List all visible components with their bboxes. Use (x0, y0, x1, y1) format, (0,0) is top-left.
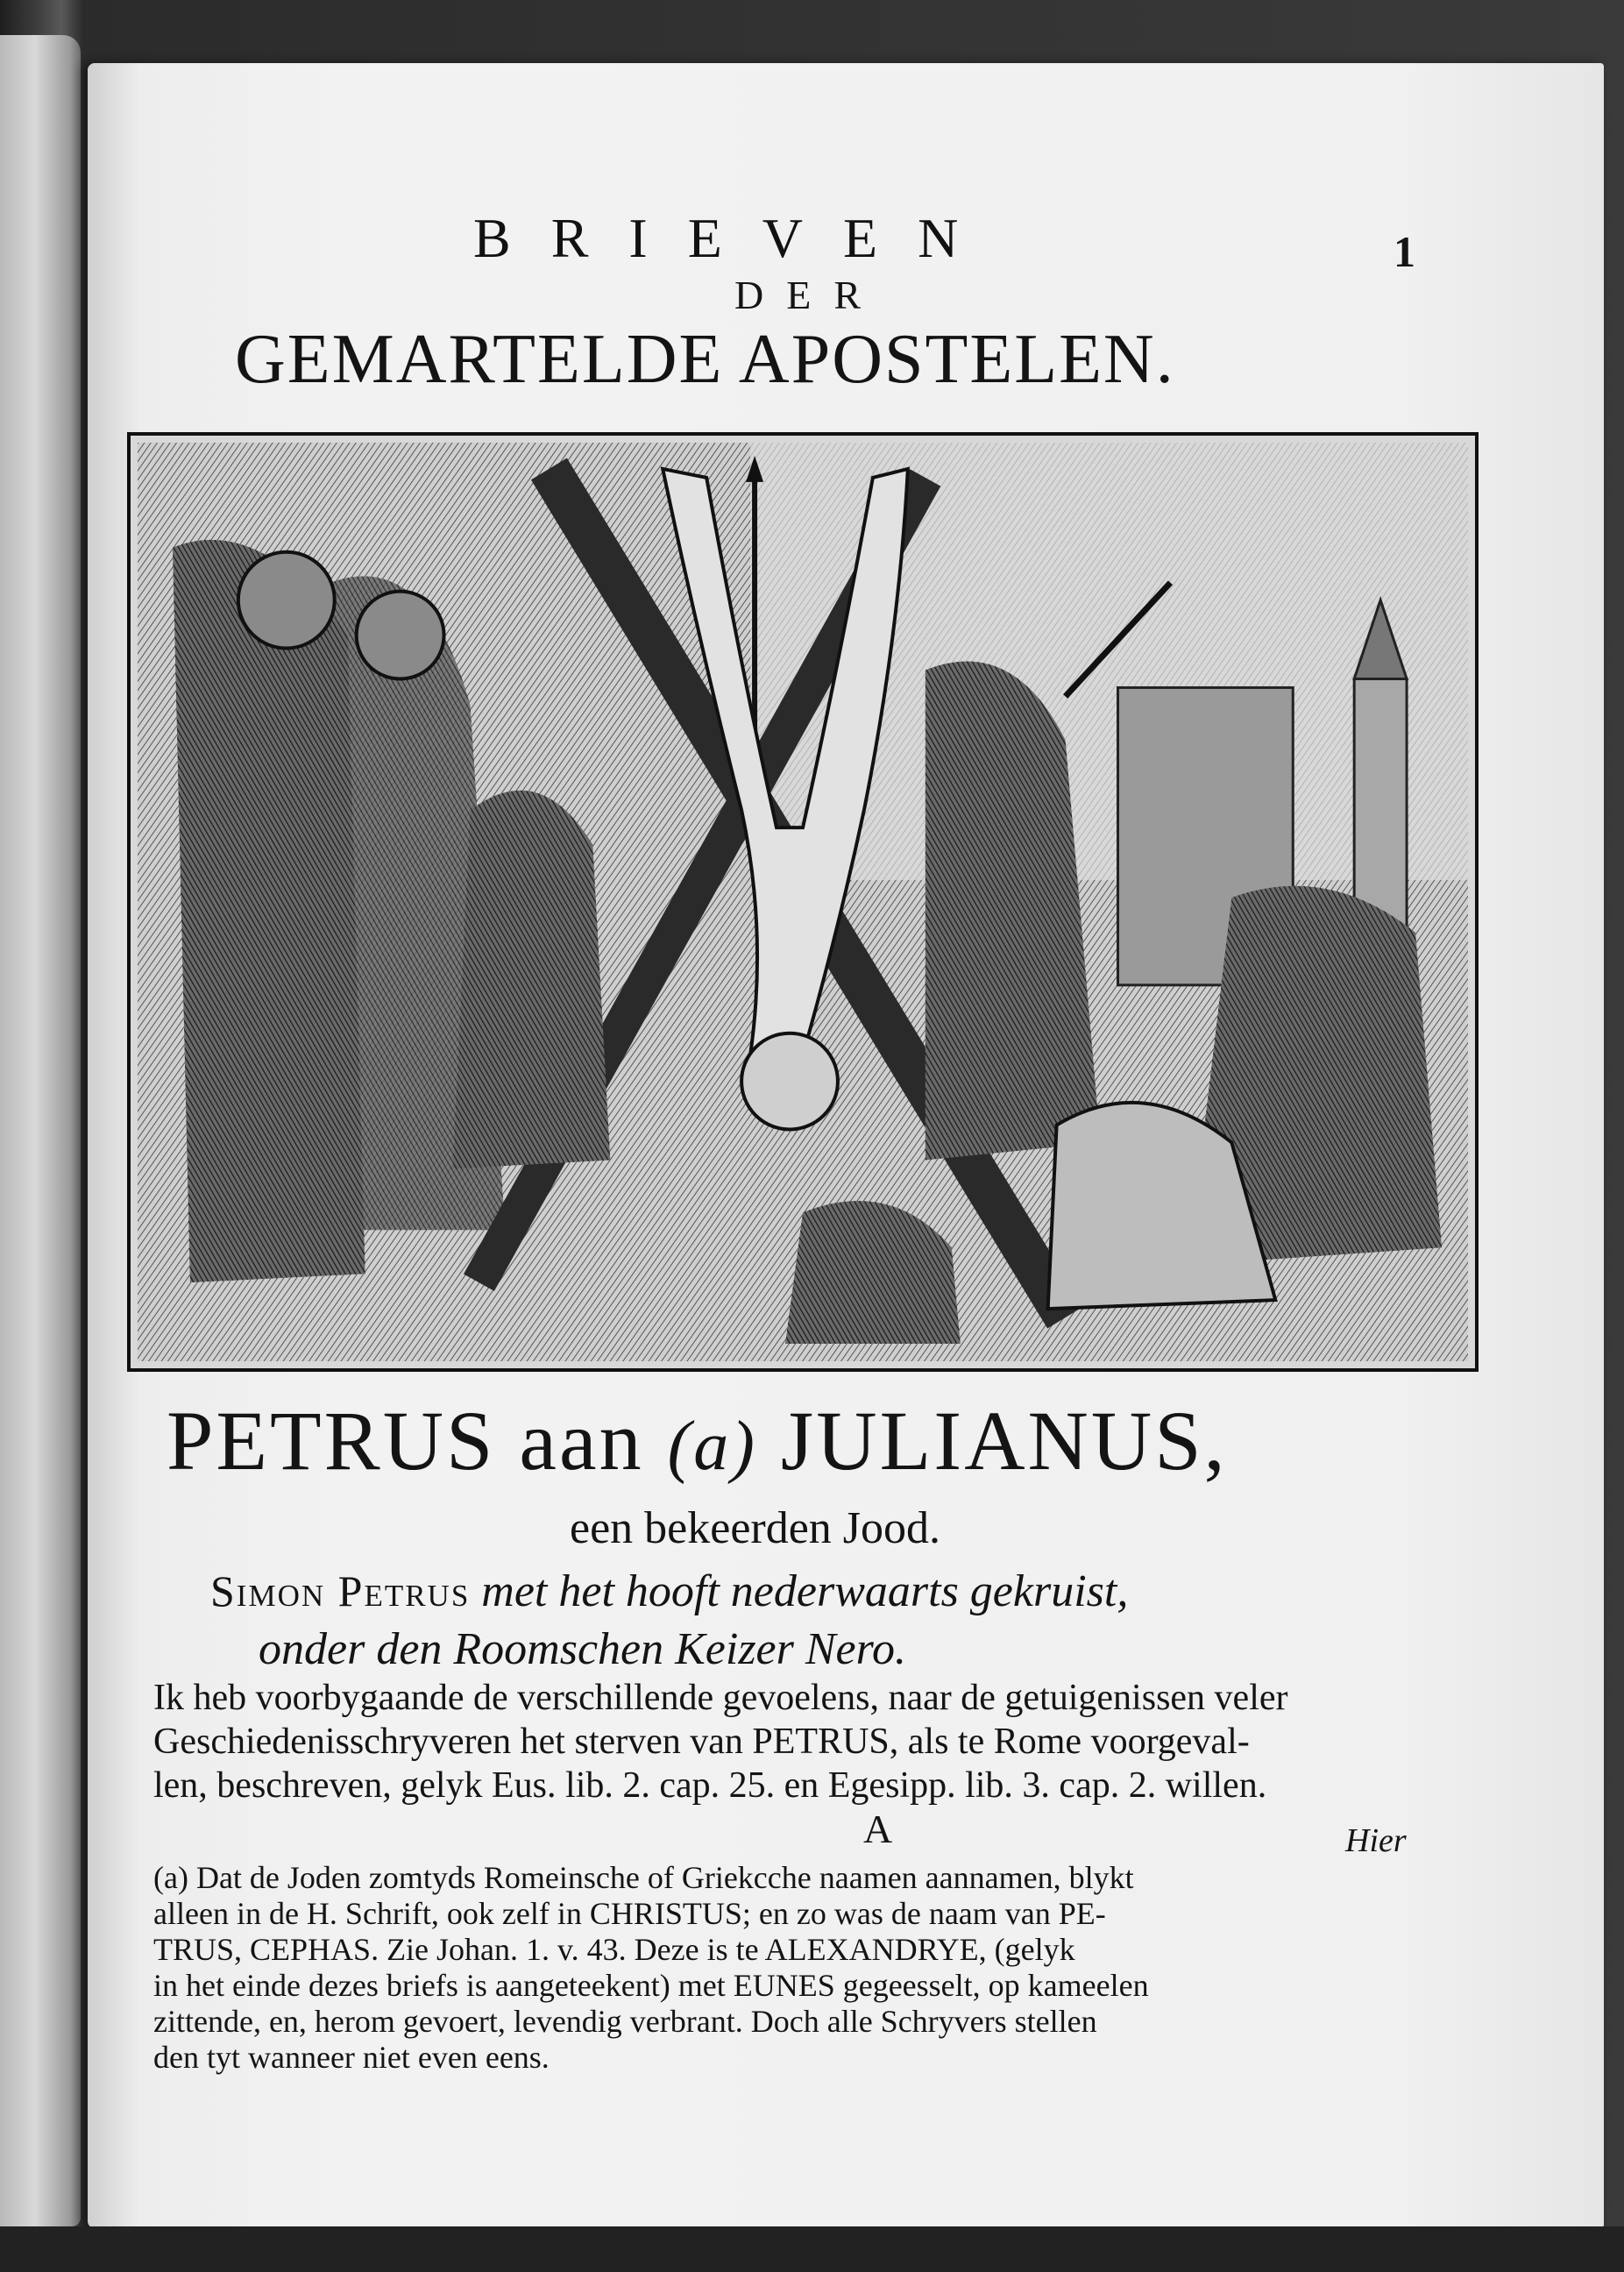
footnote-line: TRUS, CEPHAS. Zie Johan. 1. v. 43. Deze is te ALEXANDRYE, (gelyk (153, 1932, 1075, 1967)
footnote-line: in het einde dezes briefs is aangeteekent) met EUNES gegeesselt, op kameelen (153, 1968, 1149, 2003)
main-title: GEMARTELDE APOSTELEN. (235, 321, 1175, 398)
body-paragraph (153, 1676, 1424, 1807)
heading-sender: PETRUS aan (167, 1394, 668, 1487)
footnote-line: alleen in de H. Schrift, ook zelf in CHRISTUS; en zo was de naam van PE- (153, 1896, 1106, 1931)
left-page-edge (0, 35, 81, 2226)
martyr-name: Simon Petrus (210, 1566, 471, 1615)
table-surface (0, 2226, 1624, 2272)
letter-heading (167, 1392, 1429, 1489)
footnote-mark-a: (a) (667, 1408, 757, 1485)
body-line: Ik heb voorbygaande de verschillende gevoelens, naar de getuigenissen veler (153, 1678, 1288, 1718)
body-line: len, beschreven, gelyk Eus. lib. 2. cap. 25. en Egesipp. lib. 3. cap. 2. willen. (153, 1765, 1267, 1806)
body-line: Geschiedenisschryveren het sterven van PETRUS, als te Rome voorgeval- (153, 1722, 1250, 1762)
running-title: BRIEVEN (473, 207, 999, 269)
martyr-description-1: met het hooft nederwaarts gekruist, (470, 1566, 1129, 1616)
footnote (153, 1860, 1442, 2076)
martyr-description-2: onder den Roomschen Keizer Nero. (259, 1624, 906, 1674)
signature-mark: A (863, 1807, 893, 1851)
footnote-line: zittende, en, herom gevoert, levendig verbrant. Doch alle Schryvers stellen (153, 2004, 1097, 2039)
page-number: 1 (1394, 227, 1415, 276)
title-der: DER (734, 273, 883, 317)
footnote-line: den tyt wanneer niet even eens. (153, 2040, 550, 2075)
engraving-plate (127, 432, 1479, 1372)
martyr-line-1 (210, 1566, 1420, 1617)
catchword: Hier (1345, 1822, 1407, 1859)
crucifixion-engraving (138, 443, 1468, 1361)
heading-recipient: JULIANUS, (756, 1394, 1228, 1487)
letter-subheading: een bekeerden Jood. (570, 1503, 941, 1553)
footnote-line: (a) Dat de Joden zomtyds Romeinsche of Griekсche naamen aannamen, blykt (153, 1860, 1134, 1895)
